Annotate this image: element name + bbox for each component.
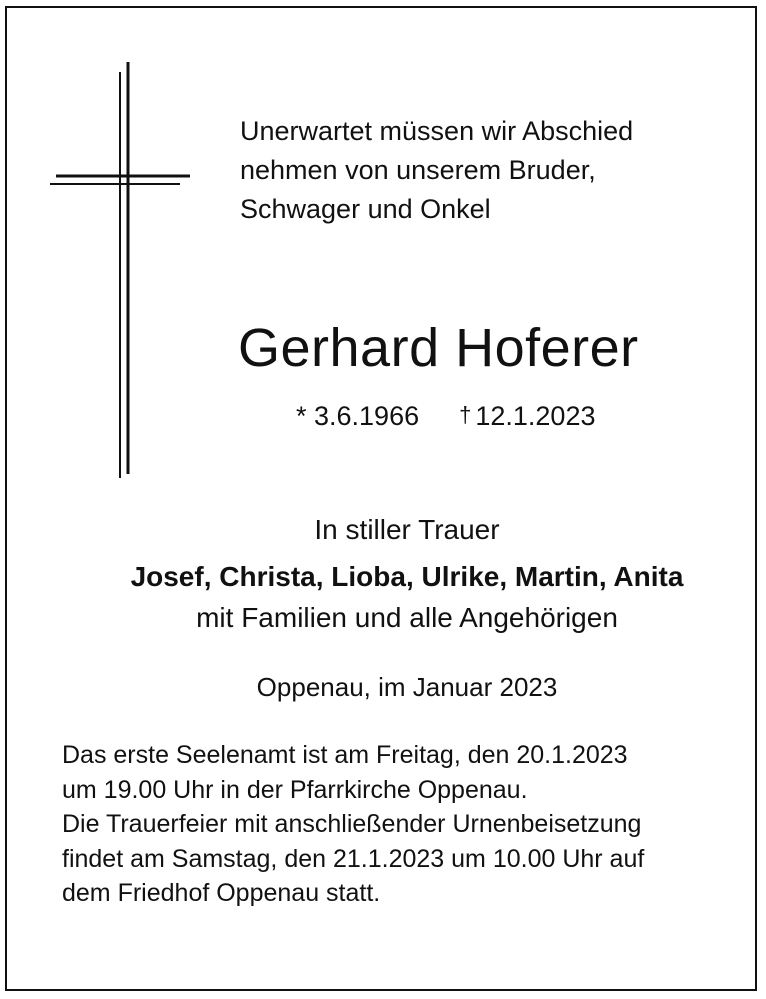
dagger-icon: †: [459, 402, 472, 427]
service-notice: [62, 738, 742, 911]
notice-line: findet am Samstag, den 21.1.2023 um 10.00 Uhr auf: [62, 844, 645, 873]
mourner-families: mit Familien und alle Angehörigen: [196, 602, 618, 633]
intro-line: nehmen von unserem Bruder,: [240, 155, 596, 185]
intro-text: [240, 112, 740, 229]
life-dates: [296, 398, 595, 433]
mourner-names: Josef, Christa, Lioba, Ulrike, Martin, Anita: [130, 561, 684, 592]
place-date: Oppenau, im Januar 2023: [256, 672, 558, 702]
notice-line: dem Friedhof Oppenau statt.: [62, 879, 381, 907]
notice-line: um 19.00 Uhr in der Pfarrkirche Oppenau.: [62, 775, 528, 804]
death-date: 12.1.2023: [475, 401, 596, 431]
birth-date: * 3.6.1966: [296, 401, 420, 431]
cross-icon: [48, 62, 194, 482]
death-date-group: [459, 401, 595, 431]
notice-line: Die Trauerfeier mit anschließender Urnenbeisetzung: [62, 810, 642, 838]
mourning-heading: In stiller Trauer: [314, 514, 500, 545]
notice-line: Das erste Seelenamt ist am Freitag, den 20.1.2023: [62, 741, 628, 769]
deceased-name: Gerhard Hoferer: [238, 318, 639, 378]
intro-line: Schwager und Onkel: [240, 194, 491, 224]
intro-line: Unerwartet müssen wir Abschied: [240, 116, 634, 146]
